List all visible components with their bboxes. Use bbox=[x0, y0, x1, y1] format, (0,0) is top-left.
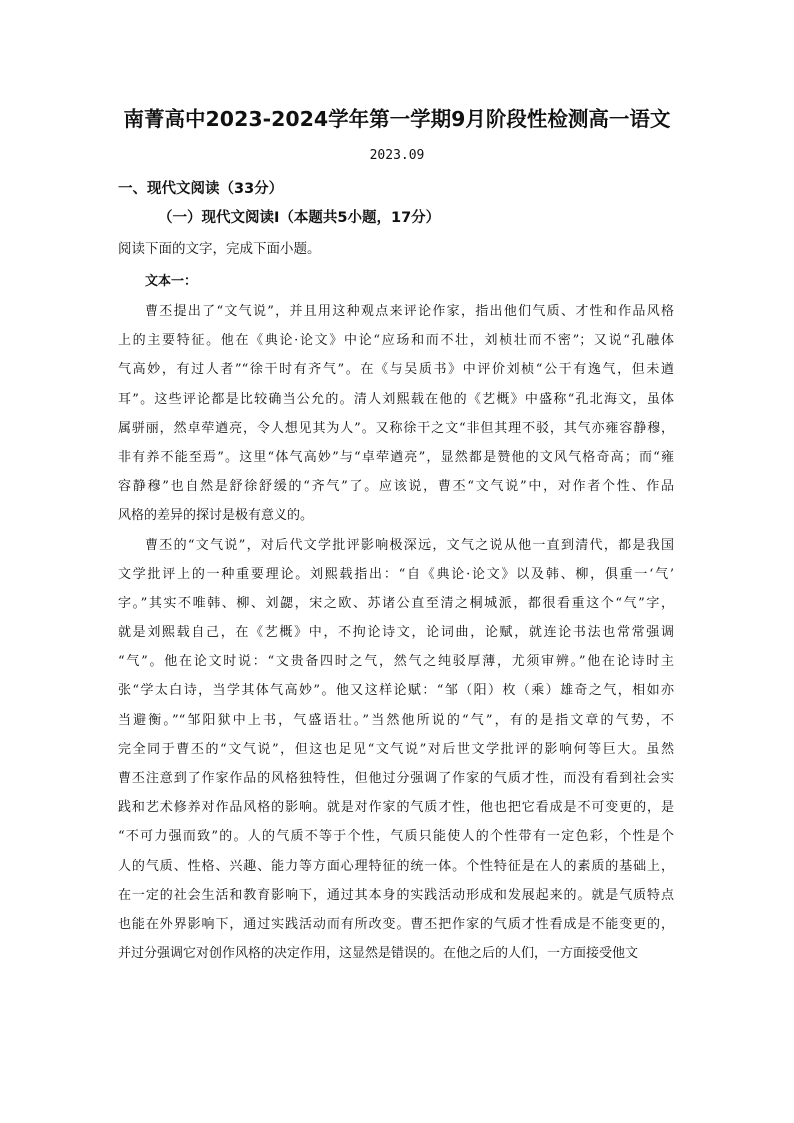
paragraph-line: 非有养不能至焉”。这里“体气高妙”与“卓荦遒亮”，显然都是赞他的文风气格奇高；而“雍 bbox=[118, 449, 674, 465]
paragraph-line: 字。”其实不唯韩、柳、刘勰，宋之欧、苏诸公直至清之桐城派，都很看重这个“气”字， bbox=[118, 595, 674, 611]
paragraph-line: 属骈丽，然卓荦遒亮，令人想见其为人”。又称徐干之文“非但其理不驳，其气亦雍容静穆， bbox=[118, 420, 674, 436]
paragraph-line: 张“学太白诗，当学其体气高妙”。他又这样论赋：“邹（阳）枚（乘）雄奇之气，相如亦 bbox=[118, 683, 674, 699]
paragraph-line: 曹丕注意到了作家作品的风格独特性，但他过分强调了作家的气质才性，而没有看到社会实 bbox=[118, 771, 674, 786]
paragraph-line: 践和艺术修养对作品风格的影响。就是对作家的气质才性，他也把它看成是不可变更的，是 bbox=[118, 800, 674, 816]
passage-body bbox=[118, 297, 674, 968]
paragraph-line: 就是刘熙载自己，在《艺概》中，不拘论诗文，论词曲，论赋，就连论书法也常常强调 bbox=[118, 625, 674, 641]
paragraph-line: 在一定的社会生活和教育影响下，通过其本身的实践活动形成和发展起来的。就是气质特点 bbox=[118, 887, 674, 903]
paragraph-line: 耳”。这些评论都是比较确当公允的。清人刘熙载在他的《艺概》中盛称“孔北海文，虽体 bbox=[118, 391, 674, 407]
subsection-heading: （一）现代文阅读Ⅰ（本题共5小题，17分） bbox=[158, 210, 441, 226]
exam-date: 2023.09 bbox=[369, 148, 425, 163]
paragraph-line: 也能在外界影响下，通过实践活动而有所改变。曹丕把作家的气质才性看成是不能变更的， bbox=[118, 916, 674, 932]
paragraph-line: 上的主要特征。他在《典论·论文》中论“应玚和而不壮，刘桢壮而不密”；又说“孔融体 bbox=[118, 333, 674, 349]
section-heading: 一、现代文阅读（33分） bbox=[118, 181, 284, 197]
paragraph-line: 完全同于曹丕的“文气说”，但这也足见“文气说”对后世文学批评的影响何等巨大。虽然 bbox=[118, 741, 674, 757]
paragraph bbox=[118, 297, 674, 531]
paragraph-line: 人的气质、性格、兴趣、能力等方面心理特征的统一体。个性特征是在人的素质的基础上， bbox=[118, 858, 674, 874]
paragraph-line: 曹丕的“文气说”，对后代文学批评影响极深远，文气之说从他一直到清代，都是我国 bbox=[145, 537, 674, 553]
reading-instruction: 阅读下面的文字，完成下面小题。 bbox=[118, 241, 321, 257]
paragraph-line: “气”。他在论文时说：“文贵备四时之气，然气之纯驳厚薄，尤须审辨。”他在论诗时主 bbox=[118, 654, 674, 670]
page-title: 南菁高中2023-2024学年第一学期9月阶段性检测高一语文 bbox=[123, 107, 671, 131]
paragraph-line: 文学批评上的一种重要理论。刘熙载指出：“自《典论·论文》以及韩、柳，俱重一‘气’ bbox=[118, 566, 674, 582]
paragraph-line: 气高妙，有过人者”“徐干时有齐气”。在《与吴质书》中评价刘桢“公干有逸气，但未遒 bbox=[118, 362, 674, 378]
paragraph-line: 曹丕提出了“文气说”，并且用这种观点来评论作家，指出他们气质、才性和作品风格 bbox=[145, 304, 674, 319]
paragraph-line: 并过分强调它对创作风格的决定作用，这显然是错误的。在他之后的人们，一方面接受他文 bbox=[118, 946, 639, 962]
paragraph-line: 风格的差异的探讨是极有意义的。 bbox=[118, 508, 314, 524]
paragraph bbox=[118, 531, 674, 969]
paragraph-line: 当避衡。”“邹阳狱中上书，气盛语壮。”当然他所说的“气”，有的是指文章的气势，不 bbox=[118, 712, 674, 728]
paragraph-line: 容静穆”也自然是舒徐舒缓的“齐气”了。应该说，曹丕“文气说”中，对作者个性、作品 bbox=[118, 479, 674, 495]
paragraph-line: “不可力强而致”的。人的气质不等于个性，气质只能使人的个性带有一定色彩，个性是个 bbox=[118, 829, 674, 845]
text-label: 文本一： bbox=[145, 274, 198, 289]
